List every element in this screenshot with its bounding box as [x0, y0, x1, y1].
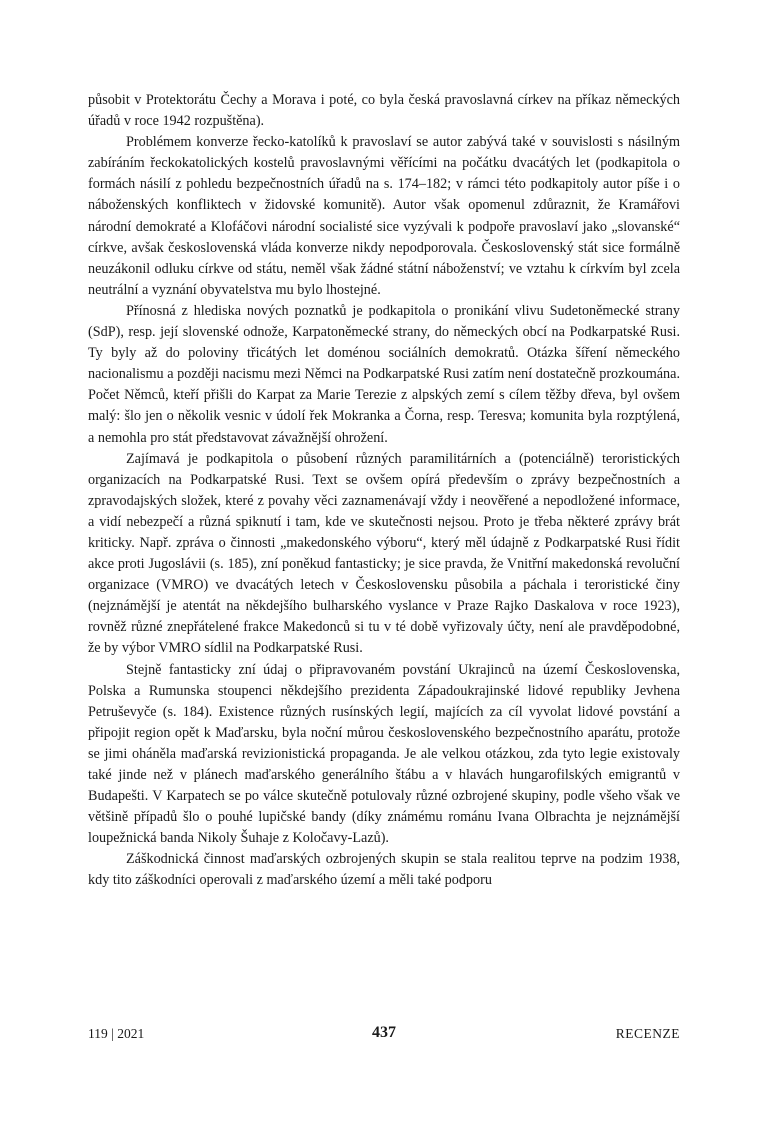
paragraph-3: Přínosná z hlediska nových poznatků je podkapitola o pronikání vlivu Sudetoněmecké strany (SdP), resp. její slovenské odnože, Karpatoněmecké strany, do německých obcí na Podkarpatské Rusi. Ty byly až do poloviny třicátých let doménou sociálních demokratů. Otázka šíření německého nacionalismu a později nacismu mezi Němci na Podkarpatské Rusi zatím není dostatečně prozkoumána. Počet Němců, kteří přišli do Karpat za Marie Terezie z alpských zemí s cílem těžby dřeva, byl ovšem malý: šlo jen o několik vesnic v údolí řek Mokranka a Čorna, resp. Teresva; komunita byla rozptýlená, a nemohla pro stát představovat závažnější ohrožení.	[88, 302, 680, 446]
paragraph-5: Stejně fantasticky zní údaj o připravovaném povstání Ukrajinců na území Československa, Polska a Rumunska stoupenci někdejšího prezidenta Západoukrajinské lidové republiky Jevhena Petruševyče (s. 184). Existence různých rusínských legií, majících za cíl vyvolat lidové povstání a připojit region opět k Maďarsku, byla noční můrou československého bezpečnostního aparátu, protože se jimi oháněla maďarská revizionistická propaganda. Je ale velkou otázkou, zda tyto legie existovaly také jinde než v plánech maďarského generálního štábu a v hlavách hungarofilských emigrantů v Budapešti. V Karpatech se po válce skutečně potulovaly různé ozbrojené skupiny, podle všeho však ve většině případů šlo o pouhé lupičské bandy (díky známému románu Ivana Olbrachta je nejznámější loupežnická banda Nikoly Šuhaje z Koločavy-Lazů).	[88, 661, 680, 847]
page-footer	[88, 1024, 680, 1048]
paragraph-2: Problémem konverze řecko-katolíků k pravoslaví se autor zabývá také v souvislosti s násilným zabíráním řeckokatolických kostelů pravoslavnými věřícími na počátku dvacátých let (podkapitola o formách násilí z pohledu bezpečnostních úřadů na s. 174–182; v rámci této podkapitoly autor píše i o náboženských konfliktech v židovské komunitě). Autor však opomenul zdůraznit, že Kramářovi národní demokraté a Klofáčovi národní socialisté sice vyzývali k podpoře pravoslaví jako „slovanské“ církve, avšak československá vláda konverze nikdy nepodporovala. Československý stát sice formálně neuzákonil odluku církve od státu, neměl však žádné státní náboženství; ve vztahu k církvím byl zcela neutrální a vyznání obyvatelstva mu bylo lhostejné.	[88, 134, 680, 298]
body-text	[88, 90, 680, 892]
paragraph-6: Záškodnická činnost maďarských ozbrojených skupin se stala realitou teprve na podzim 1938, kdy tito záškodníci operovali z maďarského území a měli také podporu	[88, 851, 680, 889]
section-label: RECENZE	[615, 1026, 680, 1041]
paragraph-1: působit v Protektorátu Čechy a Morava i poté, co byla česká pravoslavná církev na příkaz německých úřadů v roce 1942 rozpuštěna).	[88, 92, 680, 130]
page-number: 437	[372, 1024, 396, 1041]
paragraph-4: Zajímavá je podkapitola o působení různých paramilitárních a (potenciálně) teroristických organizacích na Podkarpatské Rusi. Text se ovšem opírá především o zprávy bezpečnostních a zpravodajských složek, které z povahy věci zaznamenávají vždy i neověřené a nepodložené informace, a vidí nebezpečí a různá spiknutí i tam, kde ve skutečnosti nejsou. Proto je třeba některé zprávy brát kriticky. Např. zpráva o činnosti „makedonského výboru“, který měl údajně z Podkarpatské Rusi řídit akce proti Jugoslávii (s. 185), zní poněkud fantasticky; je sice pravda, že Vnitřní makedonská revoluční organizace (VMRO) ve dvacátých letech v Československu působila a páchala i teroristické činy (nejznámější je atentát na někdejšího bulharského vyslance v Praze Rajko Daskalova v roce 1923), rovněž různé znepřátelené frakce Makedonců si tu v té době vyřizovaly účty, není ale pravděpodobné, že by výbor VMRO sídlil na Podkarpatské Rusi.	[88, 450, 680, 657]
issue-number: 119 | 2021	[88, 1026, 145, 1041]
